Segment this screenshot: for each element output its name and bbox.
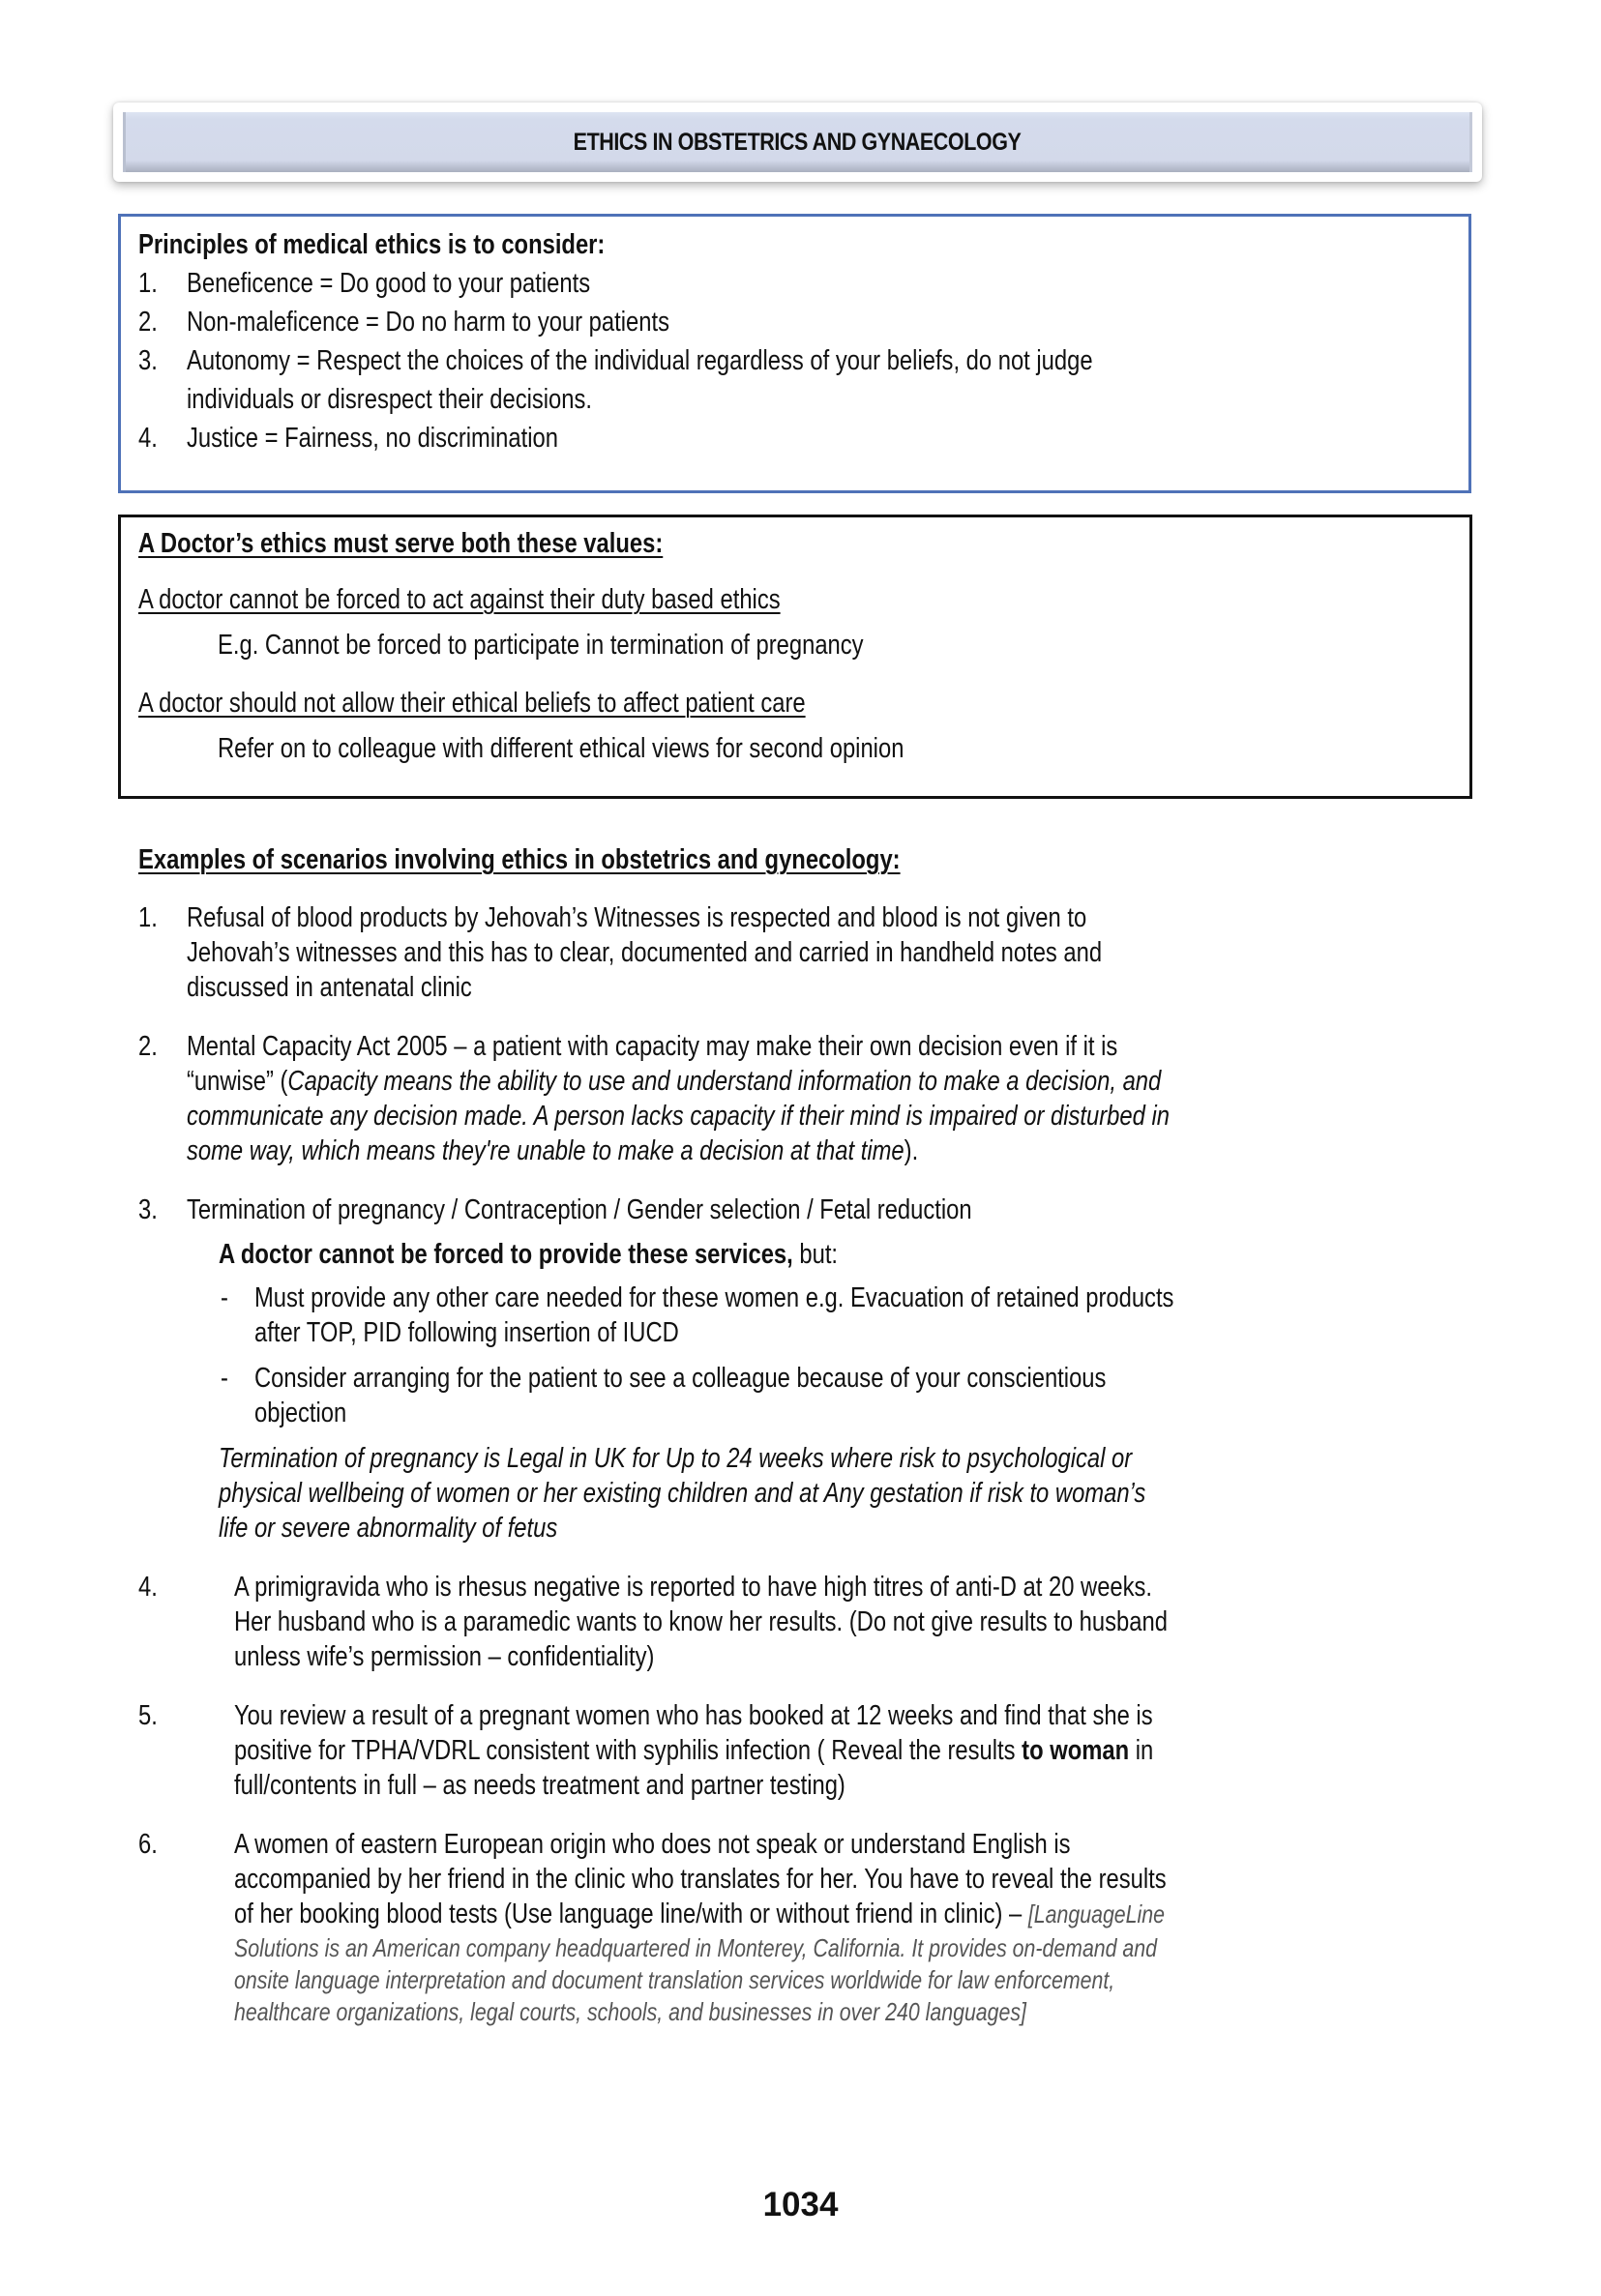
scenario-text: Termination of pregnancy / Contraception / Gender selection / Fetal reduction bbox=[187, 1194, 972, 1225]
scenario-text: unless wife’s permission – confidentiality) bbox=[234, 1641, 655, 1672]
scenario-text bbox=[187, 1068, 1161, 1096]
scenario-text bbox=[187, 1137, 918, 1165]
emphasis-to-woman: to woman bbox=[1022, 1735, 1130, 1766]
value-example: E.g. Cannot be forced to participate in termination of pregnancy bbox=[218, 630, 864, 661]
text-segment: in bbox=[1129, 1735, 1154, 1766]
scenario-number: 6. bbox=[138, 1829, 158, 1860]
scenario-text: Mental Capacity Act 2005 – a patient with capacity may make their own decision even if it is bbox=[187, 1031, 1118, 1062]
scenario-text: Her husband who is a paramedic wants to know her results. (Do not give results to husband bbox=[234, 1606, 1168, 1637]
unwise-quote: “unwise” ( bbox=[187, 1066, 288, 1097]
principle-item: Beneficence = Do good to your patients bbox=[187, 268, 591, 299]
principle-item: Non-maleficence = Do no harm to your patients bbox=[187, 307, 669, 338]
scenario-text: full/contents in full – as needs treatment and partner testing) bbox=[234, 1770, 845, 1801]
legal-note: physical wellbeing of women or her existing children and at Any gestation if risk to woman’s bbox=[219, 1478, 1146, 1509]
subheading-rest: but: bbox=[792, 1239, 839, 1270]
bullet-text: after TOP, PID following insertion of IUCD bbox=[254, 1317, 679, 1348]
capacity-definition: communicate any decision made. A person lacks capacity if their mind is impaired or disturbed in bbox=[187, 1101, 1170, 1132]
scenario-number: 5. bbox=[138, 1700, 158, 1731]
bullet-text: Must provide any other care needed for these women e.g. Evacuation of retained products bbox=[254, 1282, 1174, 1313]
bullet-dash: - bbox=[221, 1282, 228, 1313]
principle-number: 3. bbox=[138, 345, 158, 376]
scenario-text: A primigravida who is rhesus negative is reported to have high titres of anti-D at 20 weeks. bbox=[234, 1572, 1153, 1603]
scenario-text: Refusal of blood products by Jehovah’s Witnesses is respected and blood is not given to bbox=[187, 902, 1087, 933]
scenario-number: 4. bbox=[138, 1572, 158, 1603]
scenario-number: 1. bbox=[138, 902, 158, 933]
bullet-text: objection bbox=[254, 1398, 347, 1428]
legal-note: life or severe abnormality of fetus bbox=[219, 1513, 558, 1544]
principle-item: Autonomy = Respect the choices of the individual regardless of your beliefs, do not judge bbox=[187, 345, 1093, 376]
bullet-text: Consider arranging for the patient to see a colleague because of your conscientious bbox=[254, 1363, 1107, 1394]
capacity-definition: some way, which means they're unable to make a decision at that time bbox=[187, 1135, 904, 1166]
capacity-definition: Capacity means the ability to use and understand information to make a decision, and bbox=[287, 1066, 1162, 1097]
scenario-text bbox=[234, 1900, 1165, 1928]
closing-paren: ). bbox=[904, 1135, 919, 1166]
scenario-text: You review a result of a pregnant women who has booked at 12 weeks and find that she is bbox=[234, 1700, 1153, 1731]
principles-heading: Principles of medical ethics is to consider: bbox=[138, 229, 606, 260]
languageline-note: healthcare organizations, legal courts, schools, and businesses in over 240 languages] bbox=[234, 1997, 1026, 2026]
text-segment: of her booking blood tests (Use language line/with or without friend in clinic) – bbox=[234, 1899, 1028, 1929]
page-title: ETHICS IN OBSTETRICS AND GYNAECOLOGY bbox=[574, 128, 1022, 156]
scenario-subheading bbox=[219, 1241, 838, 1269]
scenario-text: Jehovah’s witnesses and this has to clear, documented and carried in handheld notes and bbox=[187, 937, 1103, 968]
languageline-note: [LanguageLine bbox=[1027, 1899, 1165, 1928]
languageline-note: Solutions is an American company headquartered in Monterey, California. It provides on-demand and bbox=[234, 1933, 1158, 1962]
bullet-dash: - bbox=[221, 1363, 228, 1394]
scenario-text bbox=[234, 1737, 1153, 1765]
principle-item-continued: individuals or disrespect their decisions. bbox=[187, 384, 593, 415]
title-banner bbox=[113, 103, 1482, 182]
title-banner-inner bbox=[123, 112, 1472, 172]
principle-number: 4. bbox=[138, 423, 158, 454]
value-statement: A doctor should not allow their ethical beliefs to affect patient care bbox=[138, 688, 806, 719]
value-statement: A doctor cannot be forced to act against their duty based ethics bbox=[138, 584, 781, 615]
value-example: Refer on to colleague with different ethical views for second opinion bbox=[218, 733, 904, 764]
scenarios-heading: Examples of scenarios involving ethics in obstetrics and gynecology: bbox=[138, 844, 901, 875]
languageline-note: onsite language interpretation and document translation services worldwide for law enforcement, bbox=[234, 1965, 1115, 1994]
scenario-number: 2. bbox=[138, 1031, 158, 1062]
page-number: 1034 bbox=[762, 2186, 839, 2223]
principle-number: 2. bbox=[138, 307, 158, 338]
text-segment: positive for TPHA/VDRL consistent with syphilis infection ( Reveal the results bbox=[234, 1735, 1023, 1766]
principle-number: 1. bbox=[138, 268, 158, 299]
legal-note: Termination of pregnancy is Legal in UK for Up to 24 weeks where risk to psychological or bbox=[219, 1443, 1133, 1474]
principle-item: Justice = Fairness, no discrimination bbox=[187, 423, 558, 454]
scenario-text: A women of eastern European origin who does not speak or understand English is bbox=[234, 1829, 1071, 1860]
scenario-text: accompanied by her friend in the clinic who translates for her. You have to reveal the results bbox=[234, 1864, 1167, 1895]
subheading-bold: A doctor cannot be forced to provide these services, bbox=[219, 1239, 793, 1270]
scenario-number: 3. bbox=[138, 1194, 158, 1225]
values-heading: A Doctor’s ethics must serve both these values: bbox=[138, 528, 664, 559]
scenario-text: discussed in antenatal clinic bbox=[187, 972, 472, 1003]
